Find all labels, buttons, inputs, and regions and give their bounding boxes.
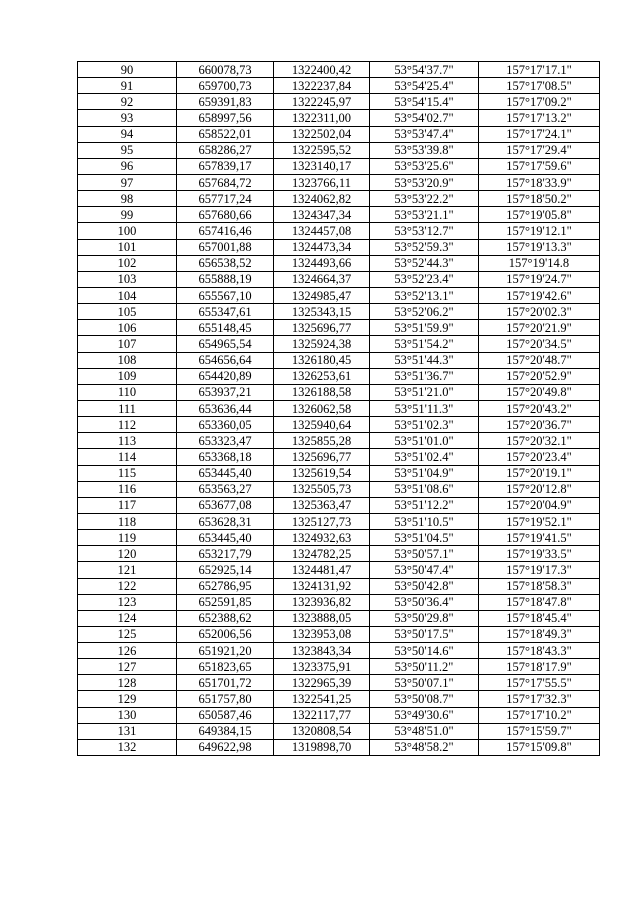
y-coordinate-cell: 1325127,73 [274,513,370,529]
latitude-cell: 53°51'02.3" [370,417,479,433]
x-coordinate-cell: 655347,61 [177,304,274,320]
table-row [78,562,600,578]
y-coordinate-cell: 1324664,37 [274,271,370,287]
table-row [78,417,600,433]
y-coordinate-cell: 1324473,34 [274,239,370,255]
table-row [78,368,600,384]
point-number-cell: 119 [78,530,177,546]
x-coordinate-cell: 657001,88 [177,239,274,255]
x-coordinate-cell: 653636,44 [177,400,274,416]
longitude-cell: 157°18'33.9" [479,174,600,190]
latitude-cell: 53°51'10.5" [370,513,479,529]
table-row [78,691,600,707]
x-coordinate-cell: 652388,62 [177,610,274,626]
longitude-cell: 157°18'58.3" [479,578,600,594]
latitude-cell: 53°51'44.3" [370,352,479,368]
y-coordinate-cell: 1323953,08 [274,626,370,642]
table-row [78,271,600,287]
y-coordinate-cell: 1325619,54 [274,465,370,481]
longitude-cell: 157°15'09.8" [479,739,600,755]
longitude-cell: 157°20'34.5" [479,336,600,352]
x-coordinate-cell: 653677,08 [177,497,274,513]
x-coordinate-cell: 651921,20 [177,643,274,659]
point-number-cell: 92 [78,94,177,110]
point-number-cell: 120 [78,546,177,562]
point-number-cell: 131 [78,723,177,739]
y-coordinate-cell: 1324932,63 [274,530,370,546]
latitude-cell: 53°52'23.4" [370,271,479,287]
y-coordinate-cell: 1326253,61 [274,368,370,384]
y-coordinate-cell: 1324782,25 [274,546,370,562]
point-number-cell: 105 [78,304,177,320]
table-row [78,62,600,78]
latitude-cell: 53°51'04.9" [370,465,479,481]
x-coordinate-cell: 657684,72 [177,174,274,190]
longitude-cell: 157°20'48.7" [479,352,600,368]
x-coordinate-cell: 654656,64 [177,352,274,368]
longitude-cell: 157°20'04.9" [479,497,600,513]
y-coordinate-cell: 1325696,77 [274,449,370,465]
y-coordinate-cell: 1326062,58 [274,400,370,416]
table-row [78,94,600,110]
table-row [78,304,600,320]
longitude-cell: 157°19'24.7" [479,271,600,287]
coordinates-table-body [78,62,600,756]
table-row [78,191,600,207]
longitude-cell: 157°18'50.2" [479,191,600,207]
longitude-cell: 157°20'23.4" [479,449,600,465]
x-coordinate-cell: 655148,45 [177,320,274,336]
y-coordinate-cell: 1322595,52 [274,142,370,158]
longitude-cell: 157°20'36.7" [479,417,600,433]
latitude-cell: 53°51'04.5" [370,530,479,546]
longitude-cell: 157°20'52.9" [479,368,600,384]
longitude-cell: 157°20'02.3" [479,304,600,320]
point-number-cell: 94 [78,126,177,142]
x-coordinate-cell: 653628,31 [177,513,274,529]
x-coordinate-cell: 651701,72 [177,675,274,691]
table-row [78,384,600,400]
x-coordinate-cell: 652006,56 [177,626,274,642]
table-row [78,723,600,739]
x-coordinate-cell: 658997,56 [177,110,274,126]
latitude-cell: 53°53'22.2" [370,191,479,207]
table-row [78,594,600,610]
y-coordinate-cell: 1325363,47 [274,497,370,513]
longitude-cell: 157°17'55.5" [479,675,600,691]
table-row [78,287,600,303]
latitude-cell: 53°53'12.7" [370,223,479,239]
x-coordinate-cell: 652786,95 [177,578,274,594]
x-coordinate-cell: 653445,40 [177,465,274,481]
point-number-cell: 112 [78,417,177,433]
longitude-cell: 157°19'41.5" [479,530,600,546]
x-coordinate-cell: 653323,47 [177,433,274,449]
longitude-cell: 157°19'42.6" [479,287,600,303]
y-coordinate-cell: 1325940,64 [274,417,370,433]
latitude-cell: 53°53'21.1" [370,207,479,223]
point-number-cell: 95 [78,142,177,158]
point-number-cell: 100 [78,223,177,239]
y-coordinate-cell: 1322311,00 [274,110,370,126]
x-coordinate-cell: 652925,14 [177,562,274,578]
y-coordinate-cell: 1322541,25 [274,691,370,707]
longitude-cell: 157°15'59.7" [479,723,600,739]
point-number-cell: 116 [78,481,177,497]
table-row [78,465,600,481]
x-coordinate-cell: 656538,52 [177,255,274,271]
table-row [78,497,600,513]
point-number-cell: 122 [78,578,177,594]
point-number-cell: 117 [78,497,177,513]
y-coordinate-cell: 1325924,38 [274,336,370,352]
table-row [78,530,600,546]
latitude-cell: 53°51'01.0" [370,433,479,449]
y-coordinate-cell: 1324347,34 [274,207,370,223]
latitude-cell: 53°53'20.9" [370,174,479,190]
latitude-cell: 53°51'12.2" [370,497,479,513]
x-coordinate-cell: 658522,01 [177,126,274,142]
y-coordinate-cell: 1322400,42 [274,62,370,78]
point-number-cell: 130 [78,707,177,723]
table-row [78,126,600,142]
table-row [78,142,600,158]
latitude-cell: 53°52'59.3" [370,239,479,255]
x-coordinate-cell: 652591,85 [177,594,274,610]
point-number-cell: 115 [78,465,177,481]
table-row [78,174,600,190]
longitude-cell: 157°18'43.3" [479,643,600,659]
longitude-cell: 157°17'17.1" [479,62,600,78]
y-coordinate-cell: 1322502,04 [274,126,370,142]
longitude-cell: 157°19'13.3" [479,239,600,255]
longitude-cell: 157°20'43.2" [479,400,600,416]
point-number-cell: 107 [78,336,177,352]
latitude-cell: 53°49'30.6" [370,707,479,723]
y-coordinate-cell: 1326188,58 [274,384,370,400]
x-coordinate-cell: 659700,73 [177,78,274,94]
table-row [78,320,600,336]
y-coordinate-cell: 1322245,97 [274,94,370,110]
point-number-cell: 128 [78,675,177,691]
table-row [78,643,600,659]
point-number-cell: 102 [78,255,177,271]
y-coordinate-cell: 1323843,34 [274,643,370,659]
latitude-cell: 53°50'47.4" [370,562,479,578]
table-row [78,400,600,416]
x-coordinate-cell: 653937,21 [177,384,274,400]
table-row [78,239,600,255]
longitude-cell: 157°17'24.1" [479,126,600,142]
latitude-cell: 53°51'02.4" [370,449,479,465]
latitude-cell: 53°51'36.7" [370,368,479,384]
table-row [78,675,600,691]
point-number-cell: 98 [78,191,177,207]
y-coordinate-cell: 1325505,73 [274,481,370,497]
point-number-cell: 129 [78,691,177,707]
point-number-cell: 109 [78,368,177,384]
y-coordinate-cell: 1322117,77 [274,707,370,723]
table-row [78,110,600,126]
latitude-cell: 53°50'36.4" [370,594,479,610]
y-coordinate-cell: 1325696,77 [274,320,370,336]
y-coordinate-cell: 1324985,47 [274,287,370,303]
y-coordinate-cell: 1323140,17 [274,158,370,174]
longitude-cell: 157°17'29.4" [479,142,600,158]
longitude-cell: 157°20'49.8" [479,384,600,400]
table-row [78,207,600,223]
x-coordinate-cell: 654965,54 [177,336,274,352]
x-coordinate-cell: 651757,80 [177,691,274,707]
x-coordinate-cell: 653445,40 [177,530,274,546]
y-coordinate-cell: 1322965,39 [274,675,370,691]
longitude-cell: 157°20'32.1" [479,433,600,449]
latitude-cell: 53°51'08.6" [370,481,479,497]
y-coordinate-cell: 1323936,82 [274,594,370,610]
y-coordinate-cell: 1324457,08 [274,223,370,239]
point-number-cell: 123 [78,594,177,610]
y-coordinate-cell: 1322237,84 [274,78,370,94]
longitude-cell: 157°18'17.9" [479,659,600,675]
point-number-cell: 101 [78,239,177,255]
y-coordinate-cell: 1325855,28 [274,433,370,449]
longitude-cell: 157°19'17.3" [479,562,600,578]
x-coordinate-cell: 657717,24 [177,191,274,207]
table-row [78,739,600,755]
latitude-cell: 53°51'54.2" [370,336,479,352]
point-number-cell: 114 [78,449,177,465]
latitude-cell: 53°50'11.2" [370,659,479,675]
y-coordinate-cell: 1324062,82 [274,191,370,207]
longitude-cell: 157°20'21.9" [479,320,600,336]
table-row [78,449,600,465]
longitude-cell: 157°19'12.1" [479,223,600,239]
latitude-cell: 53°54'25.4" [370,78,479,94]
table-row [78,433,600,449]
x-coordinate-cell: 658286,27 [177,142,274,158]
latitude-cell: 53°54'37.7" [370,62,479,78]
point-number-cell: 106 [78,320,177,336]
y-coordinate-cell: 1324481,47 [274,562,370,578]
table-row [78,546,600,562]
longitude-cell: 157°19'33.5" [479,546,600,562]
longitude-cell: 157°17'09.2" [479,94,600,110]
y-coordinate-cell: 1324131,92 [274,578,370,594]
table-row [78,707,600,723]
latitude-cell: 53°50'57.1" [370,546,479,562]
table-row [78,158,600,174]
latitude-cell: 53°48'51.0" [370,723,479,739]
x-coordinate-cell: 654420,89 [177,368,274,384]
table-row [78,626,600,642]
latitude-cell: 53°50'42.8" [370,578,479,594]
latitude-cell: 53°53'39.8" [370,142,479,158]
x-coordinate-cell: 655567,10 [177,287,274,303]
latitude-cell: 53°50'08.7" [370,691,479,707]
longitude-cell: 157°17'13.2" [479,110,600,126]
point-number-cell: 104 [78,287,177,303]
point-number-cell: 132 [78,739,177,755]
latitude-cell: 53°52'44.3" [370,255,479,271]
x-coordinate-cell: 650587,46 [177,707,274,723]
x-coordinate-cell: 657416,46 [177,223,274,239]
longitude-cell: 157°17'08.5" [479,78,600,94]
y-coordinate-cell: 1324493,66 [274,255,370,271]
latitude-cell: 53°51'11.3" [370,400,479,416]
coordinates-table [77,61,600,756]
point-number-cell: 110 [78,384,177,400]
table-row [78,578,600,594]
latitude-cell: 53°53'25.6" [370,158,479,174]
x-coordinate-cell: 653217,79 [177,546,274,562]
longitude-cell: 157°19'05.8" [479,207,600,223]
x-coordinate-cell: 651823,65 [177,659,274,675]
point-number-cell: 103 [78,271,177,287]
x-coordinate-cell: 659391,83 [177,94,274,110]
latitude-cell: 53°51'59.9" [370,320,479,336]
x-coordinate-cell: 653368,18 [177,449,274,465]
point-number-cell: 121 [78,562,177,578]
latitude-cell: 53°50'14.6" [370,643,479,659]
latitude-cell: 53°53'47.4" [370,126,479,142]
table-row [78,481,600,497]
longitude-cell: 157°20'19.1" [479,465,600,481]
table-row [78,255,600,271]
longitude-cell: 157°18'49.3" [479,626,600,642]
latitude-cell: 53°54'02.7" [370,110,479,126]
latitude-cell: 53°51'21.0" [370,384,479,400]
latitude-cell: 53°52'13.1" [370,287,479,303]
point-number-cell: 125 [78,626,177,642]
longitude-cell: 157°18'45.4" [479,610,600,626]
table-row [78,223,600,239]
table-row [78,336,600,352]
longitude-cell: 157°17'32.3" [479,691,600,707]
longitude-cell: 157°19'52.1" [479,513,600,529]
longitude-cell: 157°19'14.8 [479,255,600,271]
table-row [78,78,600,94]
longitude-cell: 157°18'47.8" [479,594,600,610]
longitude-cell: 157°17'59.6" [479,158,600,174]
point-number-cell: 118 [78,513,177,529]
y-coordinate-cell: 1323766,11 [274,174,370,190]
y-coordinate-cell: 1319898,70 [274,739,370,755]
latitude-cell: 53°48'58.2" [370,739,479,755]
point-number-cell: 127 [78,659,177,675]
point-number-cell: 97 [78,174,177,190]
x-coordinate-cell: 660078,73 [177,62,274,78]
longitude-cell: 157°17'10.2" [479,707,600,723]
latitude-cell: 53°52'06.2" [370,304,479,320]
latitude-cell: 53°50'17.5" [370,626,479,642]
point-number-cell: 111 [78,400,177,416]
y-coordinate-cell: 1320808,54 [274,723,370,739]
y-coordinate-cell: 1323888,05 [274,610,370,626]
x-coordinate-cell: 655888,19 [177,271,274,287]
longitude-cell: 157°20'12.8" [479,481,600,497]
y-coordinate-cell: 1326180,45 [274,352,370,368]
x-coordinate-cell: 657680,66 [177,207,274,223]
table-row [78,352,600,368]
latitude-cell: 53°54'15.4" [370,94,479,110]
point-number-cell: 99 [78,207,177,223]
x-coordinate-cell: 657839,17 [177,158,274,174]
table-row [78,610,600,626]
point-number-cell: 93 [78,110,177,126]
x-coordinate-cell: 653563,27 [177,481,274,497]
table-row [78,513,600,529]
y-coordinate-cell: 1323375,91 [274,659,370,675]
x-coordinate-cell: 649622,98 [177,739,274,755]
point-number-cell: 96 [78,158,177,174]
latitude-cell: 53°50'07.1" [370,675,479,691]
point-number-cell: 91 [78,78,177,94]
x-coordinate-cell: 653360,05 [177,417,274,433]
point-number-cell: 108 [78,352,177,368]
y-coordinate-cell: 1325343,15 [274,304,370,320]
point-number-cell: 124 [78,610,177,626]
latitude-cell: 53°50'29.8" [370,610,479,626]
x-coordinate-cell: 649384,15 [177,723,274,739]
point-number-cell: 126 [78,643,177,659]
table-row [78,659,600,675]
point-number-cell: 113 [78,433,177,449]
point-number-cell: 90 [78,62,177,78]
